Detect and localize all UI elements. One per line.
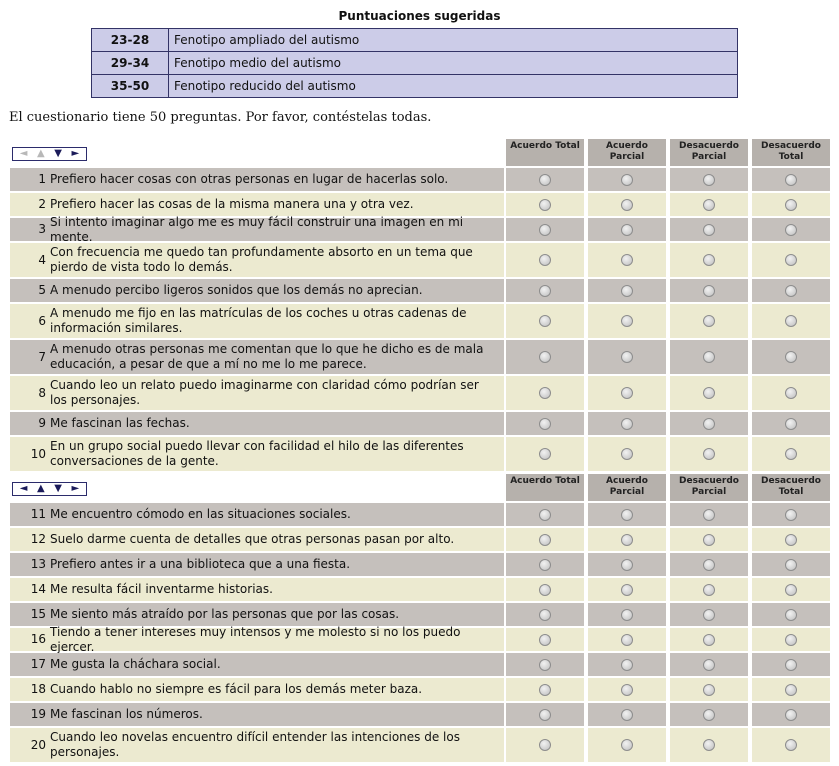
question-text: En un grupo social puedo llevar con facilidad el hilo de las diferentes conversaciones de la gente. — [50, 439, 464, 468]
answer-cell-desacuerdo-total — [752, 412, 830, 435]
question-cell — [10, 603, 504, 626]
question-cell — [10, 193, 504, 216]
next-page-icon[interactable]: ▼ — [54, 483, 62, 494]
radio-desacuerdo-parcial[interactable] — [703, 534, 715, 546]
answer-cell-acuerdo-parcial — [588, 376, 666, 410]
radio-desacuerdo-total[interactable] — [785, 174, 797, 186]
answer-cell-desacuerdo-total — [752, 218, 830, 241]
question-cell — [10, 376, 504, 410]
question-text: Me encuentro cómodo en las situaciones sociales. — [50, 507, 351, 521]
next-page-icon[interactable]: ▼ — [54, 148, 62, 159]
question-cell — [10, 503, 504, 526]
question-row — [10, 528, 839, 551]
answer-cell-desacuerdo-total — [752, 340, 830, 374]
question-number: 11 — [30, 507, 46, 521]
column-header-desacuerdo-parcial: Desacuerdo Parcial — [670, 474, 748, 501]
answer-cell-acuerdo-total — [506, 304, 584, 338]
questions-block-1 — [10, 139, 839, 471]
scores-row — [92, 75, 738, 98]
radio-desacuerdo-total[interactable] — [785, 254, 797, 266]
previous-page-icon[interactable]: ▲ — [37, 483, 45, 494]
question-row — [10, 678, 839, 701]
radio-acuerdo-parcial[interactable] — [621, 634, 633, 646]
answer-cell-acuerdo-total — [506, 678, 584, 701]
question-number: 2 — [38, 197, 46, 211]
question-number: 16 — [30, 632, 46, 646]
radio-acuerdo-total[interactable] — [539, 559, 551, 571]
radio-acuerdo-parcial[interactable] — [621, 609, 633, 621]
answer-cell-acuerdo-total — [506, 653, 584, 676]
question-row — [10, 214, 839, 244]
question-cell — [10, 678, 504, 701]
answer-cell-acuerdo-total — [506, 728, 584, 762]
radio-desacuerdo-total[interactable] — [785, 351, 797, 363]
radio-acuerdo-total[interactable] — [539, 609, 551, 621]
question-text: A menudo otras personas me comentan que lo que he dicho es de mala educación, a pesar de que a mí no me lo me parece. — [50, 342, 484, 371]
question-cell — [10, 412, 504, 435]
answer-cell-desacuerdo-parcial — [670, 553, 748, 576]
radio-acuerdo-parcial[interactable] — [621, 418, 633, 430]
column-header-desacuerdo-total: Desacuerdo Total — [752, 139, 830, 166]
radio-acuerdo-parcial[interactable] — [621, 224, 633, 236]
radio-desacuerdo-total[interactable] — [785, 285, 797, 297]
answer-cell-desacuerdo-parcial — [670, 603, 748, 626]
questions-header — [10, 139, 839, 166]
question-cell — [10, 279, 504, 302]
radio-acuerdo-total[interactable] — [539, 448, 551, 460]
question-text: Prefiero hacer cosas con otras personas en lugar de hacerlas solo. — [50, 172, 449, 186]
radio-desacuerdo-total[interactable] — [785, 739, 797, 751]
column-header-acuerdo-parcial: Acuerdo Parcial — [588, 474, 666, 501]
question-text: Me fascinan las fechas. — [50, 416, 190, 430]
question-row — [10, 412, 839, 435]
radio-acuerdo-total[interactable] — [539, 509, 551, 521]
radio-desacuerdo-total[interactable] — [785, 387, 797, 399]
radio-desacuerdo-parcial[interactable] — [703, 315, 715, 327]
radio-acuerdo-parcial[interactable] — [621, 709, 633, 721]
question-text: Me gusta la cháchara social. — [50, 657, 221, 671]
answer-cell-acuerdo-parcial — [588, 279, 666, 302]
first-page-icon: ◄ — [19, 148, 28, 159]
answer-cell-acuerdo-parcial — [588, 193, 666, 216]
question-row — [10, 503, 839, 526]
answer-cell-desacuerdo-parcial — [670, 168, 748, 191]
score-label: Fenotipo medio del autismo — [169, 52, 738, 75]
question-number: 13 — [30, 557, 46, 571]
radio-desacuerdo-total[interactable] — [785, 609, 797, 621]
question-text: Si intento imaginar algo me es muy fácil construir una imagen en mi mente. — [50, 214, 464, 244]
radio-desacuerdo-total[interactable] — [785, 418, 797, 430]
radio-desacuerdo-parcial[interactable] — [703, 387, 715, 399]
radio-desacuerdo-parcial[interactable] — [703, 559, 715, 571]
radio-acuerdo-parcial[interactable] — [621, 534, 633, 546]
radio-desacuerdo-parcial[interactable] — [703, 609, 715, 621]
question-row — [10, 376, 839, 410]
radio-desacuerdo-total[interactable] — [785, 534, 797, 546]
radio-desacuerdo-parcial[interactable] — [703, 709, 715, 721]
answer-cell-acuerdo-total — [506, 603, 584, 626]
answer-cell-acuerdo-parcial — [588, 340, 666, 374]
radio-desacuerdo-total[interactable] — [785, 224, 797, 236]
radio-acuerdo-parcial[interactable] — [621, 509, 633, 521]
answer-cell-desacuerdo-parcial — [670, 243, 748, 277]
question-text: Me resulta fácil inventarme historias. — [50, 582, 273, 596]
answer-cell-acuerdo-total — [506, 279, 584, 302]
question-row — [10, 728, 839, 762]
question-row — [10, 279, 839, 302]
first-page-icon[interactable]: ◄ — [19, 483, 28, 494]
question-text: Prefiero hacer las cosas de la misma manera una y otra vez. — [50, 197, 414, 211]
radio-acuerdo-parcial[interactable] — [621, 351, 633, 363]
answer-cell-acuerdo-parcial — [588, 703, 666, 726]
answer-cell-desacuerdo-total — [752, 376, 830, 410]
question-cell — [10, 243, 504, 277]
question-number: 17 — [30, 657, 46, 671]
question-number: 6 — [38, 313, 46, 328]
answer-cell-acuerdo-total — [506, 218, 584, 241]
question-cell — [10, 703, 504, 726]
question-row — [10, 304, 839, 338]
question-number: 3 — [38, 222, 46, 236]
answer-cell-desacuerdo-total — [752, 703, 830, 726]
radio-acuerdo-total[interactable] — [539, 684, 551, 696]
answer-cell-desacuerdo-total — [752, 653, 830, 676]
answer-cell-acuerdo-parcial — [588, 653, 666, 676]
question-text: Tiendo a tener intereses muy intensos y me molesto si no los puedo ejercer. — [50, 624, 461, 654]
answer-cell-acuerdo-parcial — [588, 678, 666, 701]
question-number: 5 — [38, 283, 46, 297]
radio-acuerdo-total[interactable] — [539, 659, 551, 671]
radio-desacuerdo-total[interactable] — [785, 684, 797, 696]
radio-acuerdo-parcial[interactable] — [621, 584, 633, 596]
radio-acuerdo-parcial[interactable] — [621, 739, 633, 751]
answer-cell-acuerdo-total — [506, 578, 584, 601]
radio-acuerdo-total[interactable] — [539, 534, 551, 546]
scores-title: Puntuaciones sugeridas — [338, 9, 501, 23]
answer-cell-desacuerdo-total — [752, 503, 830, 526]
answer-cell-desacuerdo-total — [752, 279, 830, 302]
question-cell — [10, 340, 504, 374]
answer-cell-desacuerdo-total — [752, 437, 830, 471]
answer-cell-acuerdo-parcial — [588, 578, 666, 601]
question-cell — [10, 304, 504, 338]
score-range: 35-50 — [92, 75, 169, 98]
answer-cell-acuerdo-total — [506, 412, 584, 435]
radio-desacuerdo-parcial[interactable] — [703, 739, 715, 751]
question-text: Cuando leo un relato puedo imaginarme con claridad cómo podrían ser los personajes. — [50, 378, 479, 407]
answer-cell-desacuerdo-total — [752, 193, 830, 216]
radio-desacuerdo-parcial[interactable] — [703, 174, 715, 186]
question-row — [10, 653, 839, 676]
question-number: 7 — [38, 349, 46, 364]
answer-cell-acuerdo-parcial — [588, 528, 666, 551]
radio-desacuerdo-total[interactable] — [785, 584, 797, 596]
answer-cell-acuerdo-parcial — [588, 603, 666, 626]
answer-cell-acuerdo-parcial — [588, 412, 666, 435]
intro-text: El cuestionario tiene 50 preguntas. Por favor, contéstelas todas. — [9, 110, 432, 125]
radio-desacuerdo-total[interactable] — [785, 559, 797, 571]
question-text: A menudo percibo ligeros sonidos que los demás no aprecian. — [50, 283, 423, 297]
answer-cell-acuerdo-total — [506, 168, 584, 191]
question-cell — [10, 528, 504, 551]
radio-acuerdo-total[interactable] — [539, 254, 551, 266]
radio-acuerdo-total[interactable] — [539, 224, 551, 236]
radio-desacuerdo-parcial[interactable] — [703, 509, 715, 521]
answer-cell-acuerdo-total — [506, 243, 584, 277]
answer-cell-acuerdo-total — [506, 553, 584, 576]
answer-cell-desacuerdo-total — [752, 603, 830, 626]
answer-cell-desacuerdo-parcial — [670, 653, 748, 676]
answer-cell-desacuerdo-total — [752, 578, 830, 601]
question-number: 8 — [38, 385, 46, 400]
answer-cell-acuerdo-parcial — [588, 218, 666, 241]
answer-cell-acuerdo-parcial — [588, 168, 666, 191]
question-cell — [10, 214, 504, 244]
radio-acuerdo-parcial[interactable] — [621, 684, 633, 696]
radio-acuerdo-parcial[interactable] — [621, 285, 633, 297]
answer-cell-desacuerdo-parcial — [670, 218, 748, 241]
radio-acuerdo-total[interactable] — [539, 174, 551, 186]
answer-cell-acuerdo-parcial — [588, 304, 666, 338]
question-row — [10, 243, 839, 277]
answer-cell-acuerdo-parcial — [588, 243, 666, 277]
question-text: A menudo me fijo en las matrículas de los coches u otras cadenas de información similares. — [50, 306, 467, 335]
radio-acuerdo-total[interactable] — [539, 351, 551, 363]
radio-acuerdo-parcial[interactable] — [621, 659, 633, 671]
radio-acuerdo-total[interactable] — [539, 387, 551, 399]
radio-acuerdo-parcial[interactable] — [621, 448, 633, 460]
question-row — [10, 603, 839, 626]
radio-desacuerdo-parcial[interactable] — [703, 199, 715, 211]
radio-desacuerdo-parcial[interactable] — [703, 224, 715, 236]
radio-acuerdo-total[interactable] — [539, 584, 551, 596]
score-label: Fenotipo ampliado del autismo — [169, 29, 738, 52]
question-number: 1 — [38, 172, 46, 186]
answer-cell-desacuerdo-total — [752, 168, 830, 191]
question-row — [10, 578, 839, 601]
question-row — [10, 703, 839, 726]
last-page-icon[interactable]: ► — [71, 483, 80, 494]
answer-cell-acuerdo-total — [506, 340, 584, 374]
radio-acuerdo-total[interactable] — [539, 634, 551, 646]
scores-table — [91, 28, 738, 98]
last-page-icon[interactable]: ► — [71, 148, 80, 159]
radio-acuerdo-parcial[interactable] — [621, 387, 633, 399]
radio-desacuerdo-parcial[interactable] — [703, 351, 715, 363]
answer-cell-desacuerdo-parcial — [670, 376, 748, 410]
question-row — [10, 193, 839, 216]
questions-header — [10, 474, 839, 501]
answer-cell-acuerdo-parcial — [588, 728, 666, 762]
answer-cell-acuerdo-parcial — [588, 628, 666, 651]
radio-desacuerdo-parcial[interactable] — [703, 659, 715, 671]
radio-acuerdo-parcial[interactable] — [621, 254, 633, 266]
radio-desacuerdo-parcial[interactable] — [703, 584, 715, 596]
question-number: 14 — [30, 582, 46, 596]
radio-desacuerdo-parcial[interactable] — [703, 254, 715, 266]
question-row — [10, 340, 839, 374]
question-cell — [10, 653, 504, 676]
answer-cell-desacuerdo-total — [752, 728, 830, 762]
questions-block-2 — [10, 474, 839, 762]
column-header-desacuerdo-parcial: Desacuerdo Parcial — [670, 139, 748, 166]
question-row — [10, 624, 839, 654]
answer-cell-acuerdo-total — [506, 528, 584, 551]
question-number: 9 — [38, 416, 46, 430]
question-number: 20 — [30, 737, 46, 752]
radio-desacuerdo-parcial[interactable] — [703, 448, 715, 460]
answer-cell-desacuerdo-parcial — [670, 412, 748, 435]
question-cell — [10, 728, 504, 762]
column-header-acuerdo-parcial: Acuerdo Parcial — [588, 139, 666, 166]
radio-desacuerdo-total[interactable] — [785, 315, 797, 327]
radio-desacuerdo-parcial[interactable] — [703, 684, 715, 696]
column-header-desacuerdo-total: Desacuerdo Total — [752, 474, 830, 501]
question-number: 19 — [30, 707, 46, 721]
scores-row — [92, 29, 738, 52]
question-text: Con frecuencia me quedo tan profundamente absorto en un tema que pierdo de vista todo lo demás. — [50, 245, 473, 274]
column-header-acuerdo-total: Acuerdo Total — [506, 139, 584, 166]
answer-cell-acuerdo-total — [506, 437, 584, 471]
radio-acuerdo-parcial[interactable] — [621, 559, 633, 571]
answer-cell-desacuerdo-parcial — [670, 578, 748, 601]
question-number: 10 — [30, 446, 46, 461]
radio-desacuerdo-total[interactable] — [785, 709, 797, 721]
radio-acuerdo-total[interactable] — [539, 739, 551, 751]
answer-cell-acuerdo-parcial — [588, 437, 666, 471]
radio-desacuerdo-total[interactable] — [785, 659, 797, 671]
answer-cell-desacuerdo-parcial — [670, 437, 748, 471]
radio-acuerdo-parcial[interactable] — [621, 199, 633, 211]
radio-acuerdo-total[interactable] — [539, 709, 551, 721]
radio-acuerdo-total[interactable] — [539, 315, 551, 327]
column-header-acuerdo-total: Acuerdo Total — [506, 474, 584, 501]
question-text: Cuando leo novelas encuentro difícil entender las intenciones de los personajes. — [50, 730, 460, 759]
radio-desacuerdo-parcial[interactable] — [703, 418, 715, 430]
question-cell — [10, 578, 504, 601]
pager-controls — [12, 147, 87, 161]
answer-cell-desacuerdo-total — [752, 304, 830, 338]
answer-cell-desacuerdo-parcial — [670, 193, 748, 216]
radio-desacuerdo-total[interactable] — [785, 509, 797, 521]
question-cell — [10, 553, 504, 576]
answer-cell-desacuerdo-parcial — [670, 628, 748, 651]
question-text: Prefiero antes ir a una biblioteca que a una fiesta. — [50, 557, 351, 571]
radio-acuerdo-total[interactable] — [539, 285, 551, 297]
pager-controls — [12, 482, 87, 496]
answer-cell-acuerdo-total — [506, 628, 584, 651]
answer-cell-desacuerdo-total — [752, 678, 830, 701]
answer-cell-desacuerdo-total — [752, 553, 830, 576]
score-label: Fenotipo reducido del autismo — [169, 75, 738, 98]
answer-cell-acuerdo-total — [506, 193, 584, 216]
score-range: 23-28 — [92, 29, 169, 52]
answer-cell-desacuerdo-parcial — [670, 340, 748, 374]
answer-cell-desacuerdo-parcial — [670, 279, 748, 302]
answer-cell-acuerdo-parcial — [588, 503, 666, 526]
question-text: Cuando hablo no siempre es fácil para los demás meter baza. — [50, 682, 423, 696]
question-number: 15 — [30, 607, 46, 621]
radio-acuerdo-total[interactable] — [539, 199, 551, 211]
score-range: 29-34 — [92, 52, 169, 75]
answer-cell-desacuerdo-parcial — [670, 528, 748, 551]
answer-cell-desacuerdo-total — [752, 528, 830, 551]
answer-cell-acuerdo-parcial — [588, 553, 666, 576]
question-cell — [10, 624, 504, 654]
question-row — [10, 553, 839, 576]
answer-cell-desacuerdo-parcial — [670, 304, 748, 338]
answer-cell-desacuerdo-total — [752, 628, 830, 651]
radio-desacuerdo-total[interactable] — [785, 448, 797, 460]
question-text: Me siento más atraído por las personas que por las cosas. — [50, 607, 400, 621]
radio-acuerdo-parcial[interactable] — [621, 174, 633, 186]
answer-cell-desacuerdo-parcial — [670, 728, 748, 762]
radio-acuerdo-total[interactable] — [539, 418, 551, 430]
radio-acuerdo-parcial[interactable] — [621, 315, 633, 327]
question-cell — [10, 168, 504, 191]
question-text: Suelo darme cuenta de detalles que otras personas pasan por alto. — [50, 532, 455, 546]
answer-cell-acuerdo-total — [506, 703, 584, 726]
question-number: 12 — [30, 532, 46, 546]
question-number: 18 — [30, 682, 46, 696]
answer-cell-desacuerdo-parcial — [670, 678, 748, 701]
answer-cell-desacuerdo-parcial — [670, 703, 748, 726]
question-text: Me fascinan los números. — [50, 707, 203, 721]
answer-cell-acuerdo-total — [506, 503, 584, 526]
scores-row — [92, 52, 738, 75]
radio-desacuerdo-total[interactable] — [785, 199, 797, 211]
question-row — [10, 437, 839, 471]
answer-cell-acuerdo-total — [506, 376, 584, 410]
answer-cell-desacuerdo-total — [752, 243, 830, 277]
radio-desacuerdo-parcial[interactable] — [703, 634, 715, 646]
previous-page-icon: ▲ — [37, 148, 45, 159]
question-cell — [10, 437, 504, 471]
radio-desacuerdo-total[interactable] — [785, 634, 797, 646]
answer-cell-desacuerdo-parcial — [670, 503, 748, 526]
radio-desacuerdo-parcial[interactable] — [703, 285, 715, 297]
question-number: 4 — [38, 252, 46, 267]
question-row — [10, 168, 839, 191]
